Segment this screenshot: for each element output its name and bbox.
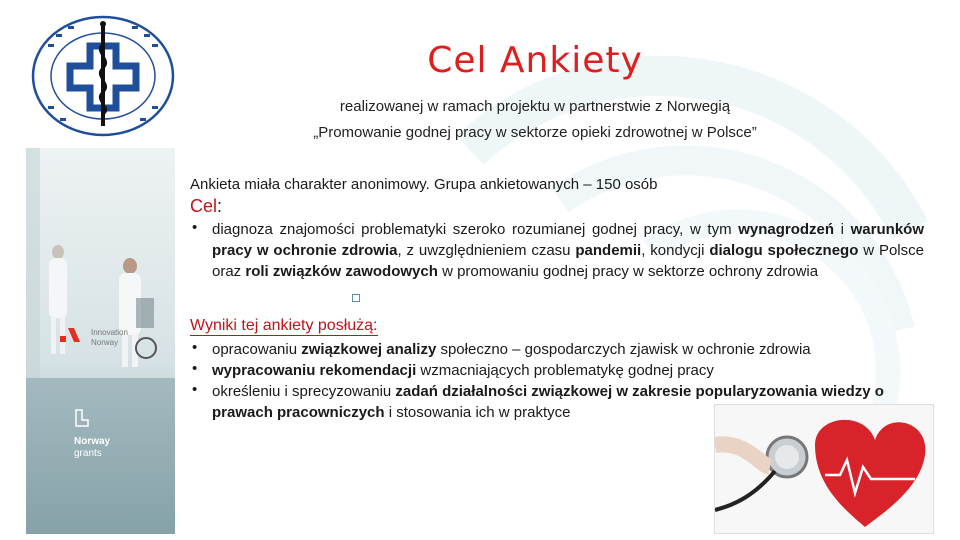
bold-run: dialogu społecznego <box>709 242 859 259</box>
text-run: , z uwzględnieniem czasu <box>397 242 576 259</box>
norway-grants-banner <box>26 148 175 534</box>
text-run: i stosowania ich w praktyce <box>384 404 571 421</box>
wyniki-item-1 <box>212 339 924 360</box>
page-title: Cel Ankiety <box>427 40 643 81</box>
norway-grants-label-2: grants <box>74 448 102 459</box>
innovation-label: Innovation <box>91 328 128 337</box>
norway-grants-mark-icon <box>74 406 98 430</box>
text-run: opracowaniu <box>212 341 302 358</box>
bold-run: wynagrodzeń <box>738 221 835 238</box>
bold-run: wypracowaniu rekomendacji <box>212 362 417 379</box>
text-run: w Polsce oraz <box>212 242 924 280</box>
cel-heading-label: Cel <box>190 196 218 216</box>
innovation-norway-mark-icon <box>60 326 86 344</box>
bold-run: warunków pracy w ochronie zdrowia <box>212 221 924 259</box>
cel-heading <box>190 196 222 217</box>
bold-run: związkowej analizy <box>301 341 437 358</box>
norway-label: Norway <box>91 338 119 347</box>
bold-run: roli związków zawodowych <box>245 263 438 280</box>
bullet: • <box>192 339 198 356</box>
text-run: w promowaniu godnej pracy w sektorze ochrony zdrowia <box>437 263 819 280</box>
text-run: i <box>834 221 851 238</box>
text-run: społeczno – gospodarczych zjawisk w ochronie zdrowia <box>436 341 811 358</box>
cel-description <box>212 219 924 282</box>
text-run: , kondycji <box>641 242 710 259</box>
bullet: • <box>192 360 198 377</box>
bold-run: pandemii <box>575 242 642 259</box>
subtitle-line-2: „Promowanie godnej pracy w sektorze opieki zdrowotnej w Polsce” <box>313 124 757 141</box>
heart-stethoscope-photo <box>714 404 934 534</box>
wyniki-item-2 <box>212 360 924 381</box>
bullet: • <box>192 219 198 236</box>
cel-heading-colon: : <box>217 196 223 216</box>
text-run: określeniu i sprecyzowaniu <box>212 383 396 400</box>
text-run: diagnoza znajomości problematyki szeroko rozumianej godnej pracy, w tym <box>212 221 739 238</box>
bullet: • <box>192 381 198 398</box>
organization-logo <box>30 14 176 138</box>
bold-run: zadań działalności związkowej w zakresie popularyzowania wiedzy o prawach pracowniczych <box>212 383 884 421</box>
norway-grants-label-1: Norway <box>74 436 111 447</box>
text-run: wzmacniających problematykę godnej pracy <box>416 362 714 379</box>
text-anchor-marker <box>352 294 360 302</box>
subtitle-line-1: realizowanej w ramach projektu w partnerstwie z Norwegią <box>339 98 731 115</box>
intro-text: Ankieta miała charakter anonimowy. Grupa ankietowanych – 150 osób <box>190 176 658 193</box>
wyniki-heading: Wyniki tej ankiety posłużą: <box>190 317 378 334</box>
